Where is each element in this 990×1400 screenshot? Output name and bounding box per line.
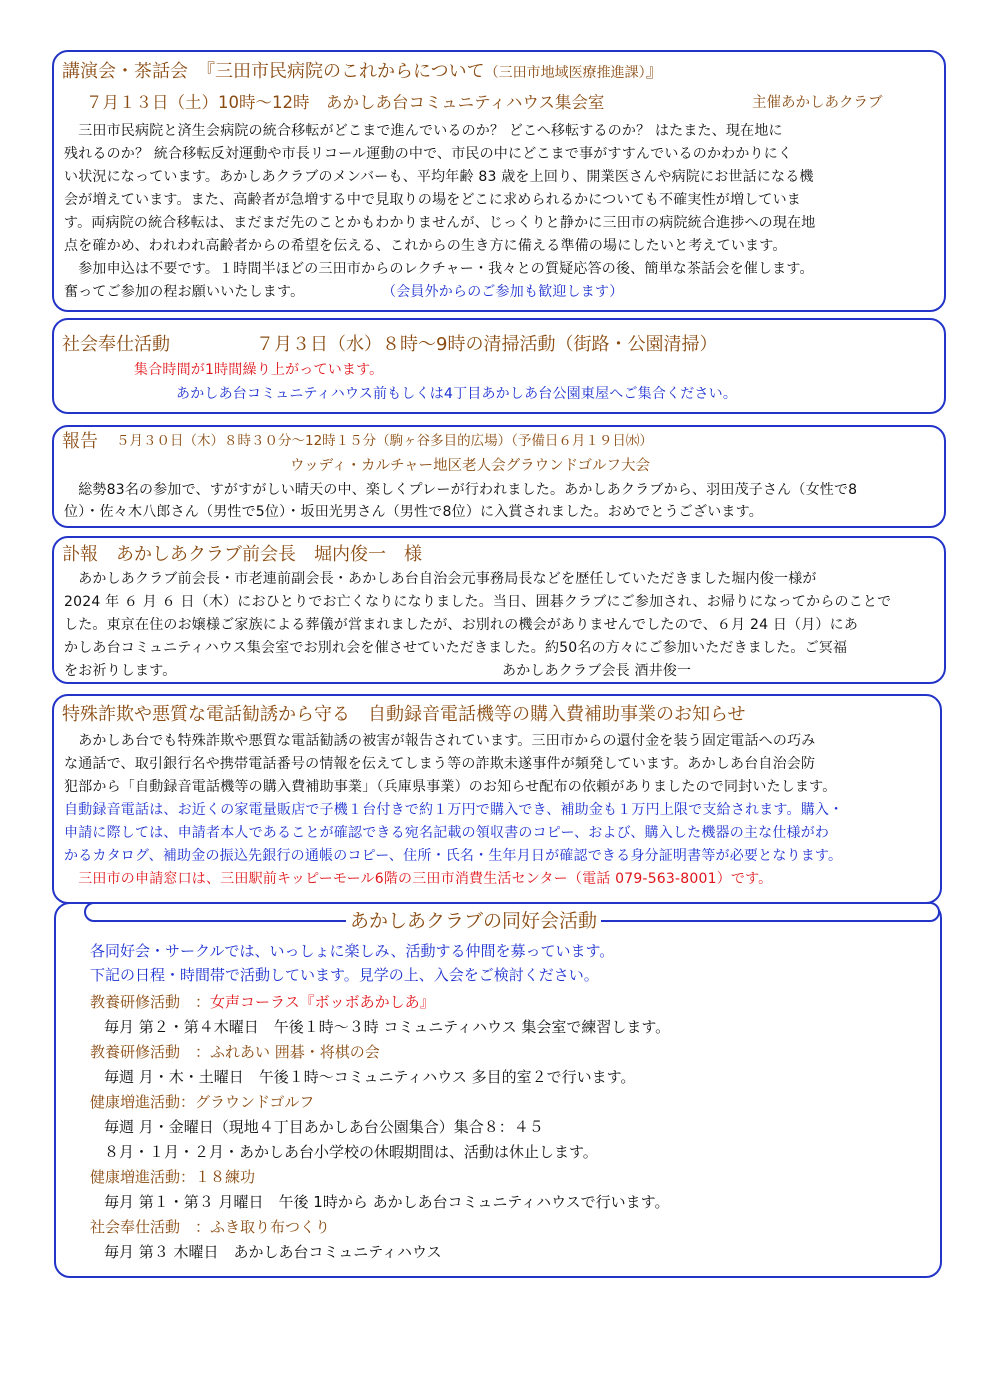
lecture-welcome-note: （会員外からのご参加も歓迎します）: [382, 284, 624, 300]
lecture-body-line: 参加申込は不要です。１時間半ほどの三田市からのレクチャー・我々との質疑応答の後、簡単な茶話会を催します。: [64, 261, 814, 277]
obituary-signature: あかしあクラブ会長 酒井俊一: [502, 663, 692, 679]
cleanup-notice: 集合時間が1時間繰り上がっています。: [134, 362, 384, 378]
report-body-line: 総勢83名の参加で、すがすがしい晴天の中、楽しくプレーが行われました。あかしあクラブから、羽田茂子さん（女性で8: [64, 482, 858, 498]
lecture-body-line: 残れるのか？ 統合移転反対運動や市長リコール運動の中で、市民の中にどこまで事がすすんでいるのかわかりにく: [64, 146, 793, 162]
obituary-title: 訃報 あかしあクラブ前会長 堀内俊一 様: [62, 544, 422, 565]
fraud-body-line: 犯部から「自動録音電話機等の購入費補助事業」（兵庫県事業）のお知らせ配布の依頼がありましたので同封いたします。: [64, 779, 837, 795]
lecture-body-line: す。両病院の統合移転は、まだまだ先のことかもわかりませんが、じっくりと静かに三田市の病院統合進捗への現在地: [64, 215, 816, 231]
obituary-body-line: した。東京在住のお嬢様ご家族による葬儀が営まれましたが、お別れの機会がありませんでしたので、６月 24 日（月）にあ: [64, 617, 859, 633]
obituary-body-line: あかしあクラブ前会長・市老連前副会長・あかしあ台自治会元事務局長などを歴任していただきました堀内俊一様が: [64, 571, 817, 587]
club-category: 教養研修活動 ：: [90, 993, 211, 1011]
report-event: ウッディ・カルチャー地区老人会グラウンドゴルフ大会: [290, 458, 651, 474]
clubs-title: あかしあクラブの同好会活動: [346, 912, 601, 931]
clubs-intro-line: 各同好会・サークルでは、いっしょに楽しみ、活動する仲間を募っています。: [90, 942, 615, 960]
club-detail: 毎週 月・木・土曜日 午後１時～コミュニティハウス 多目的室２で行います。: [104, 1068, 636, 1086]
lecture-title: 講演会・茶話会 『三田市民病院のこれからについて（三田市地域医療推進課）』: [62, 61, 664, 82]
club-name: ふき取り布つくり: [210, 1218, 331, 1236]
club-category: 健康増進活動：: [90, 1093, 196, 1111]
fraud-body-line: な通話で、取引銀行名や携帯電話番号の情報を伝えてしまう等の詐欺未遂事件が頻発しています。あかしあ台自治会防: [64, 756, 816, 772]
fraud-body-line: あかしあ台でも特殊詐欺や悪質な電話勧誘の被害が報告されています。三田市からの還付金を装う固定電話への巧み: [64, 733, 816, 749]
lecture-title-note: （三田市地域医療推進課）: [484, 65, 646, 81]
club-category: 健康増進活動：: [90, 1168, 196, 1186]
obituary-body-line: かしあ台コミュニティハウス集会室でお別れ会を催させていただきました。約50名の方々にご参加いただきました。ご冥福: [64, 640, 848, 656]
club-category: 社会奉仕活動 ：: [90, 1218, 211, 1236]
report-date: ５月３０日（木）８時３０分～12時１５分（駒ヶ谷多目的広場）（予備日６月１９日㈬）: [116, 433, 653, 449]
fraud-subsidy-line: 自動録音電話は、お近くの家電量販店で子機１台付きで約１万円で購入でき、補助金も１万円上限で支給されます。購入・: [64, 802, 844, 818]
lecture-body-last: 奮ってご参加の程お願いいたします。: [64, 284, 305, 300]
report-title: 報告: [62, 431, 98, 452]
cleanup-place: あかしあ台コミュニティハウス前もしくは4丁目あかしあ台公園東屋へご集合ください。: [176, 386, 738, 402]
club-detail: 毎月 第２・第４木曜日 午後１時～３時 コミュニティハウス 集会室で練習します。: [104, 1018, 671, 1036]
clubs-intro-line: 下記の日程・時間帯で活動しています。見学の上、入会をご検討ください。: [90, 966, 599, 984]
obituary-body-line: 2024 年 ６ 月 ６ 日（木）におひとりでお亡くなりになりました。当日、囲碁クラブにご参加され、お帰りになってからのことで: [64, 594, 892, 610]
club-detail: ８月・１月・２月・あかしあ台小学校の休暇期間は、活動は休止します。: [104, 1143, 598, 1161]
lecture-body-line: 点を確かめ、われわれ高齢者からの希望を伝える、これからの生き方に備える準備の場にしたいと考えています。: [64, 238, 787, 254]
club-detail: 毎月 第１・第３ 月曜日 午後 1時から あかしあ台コミュニティハウスで行います。: [104, 1193, 670, 1211]
report-body-line: 位）・佐々木八郎さん（男性で5位）・坂田光男さん（男性で8位）に入賞されました。おめでとうございます。: [64, 504, 763, 520]
lecture-host: 主催あかしあクラブ: [752, 95, 883, 111]
club-detail: 毎月 第３ 木曜日 あかしあ台コミュニティハウス: [104, 1243, 442, 1261]
fraud-title: 特殊詐欺や悪質な電話勧誘から守る 自動録音電話機等の購入費補助事業のお知らせ: [62, 704, 746, 725]
fraud-contact-line: 三田市の申請窓口は、三田駅前キッピーモール6階の三田市消費生活センター（電話 079-563-8001）です。: [64, 871, 773, 887]
lecture-date: ７月１３日（土）10時～12時 あかしあ台コミュニティハウス集会室: [86, 93, 605, 112]
cleanup-title: 社会奉仕活動: [62, 334, 170, 355]
cleanup-date: ７月３日（水）８時～9時の清掃活動（街路・公園清掃）: [256, 334, 718, 355]
club-heading-chorus: [90, 995, 435, 1010]
club-heading-cloth-making: [90, 1220, 330, 1235]
obituary-body-last: をお祈りします。: [64, 663, 177, 679]
club-name: グラウンドゴルフ: [195, 1093, 315, 1111]
club-name: ふれあい 囲碁・将棋の会: [210, 1043, 380, 1061]
club-heading-18-renko: [90, 1170, 255, 1185]
lecture-body-line: 三田市民病院と済生会病院の統合移転がどこまで進んでいるのか？ どこへ移転するのか？ はたまた、現在地に: [64, 123, 783, 139]
fraud-subsidy-line: かるカタログ、補助金の振込先銀行の通帳のコピー、住所・氏名・生年月日が確認できる身分証明書等が必要となります。: [64, 848, 843, 864]
club-name: １８練功: [195, 1168, 256, 1186]
club-category: 教養研修活動 ：: [90, 1043, 211, 1061]
club-heading-go-shogi: [90, 1045, 380, 1060]
lecture-body-line: 会が増えています。また、高齢者が急増する中で見取りの場をどこに求められるかについても不確実性が増していま: [64, 192, 801, 208]
club-detail: 毎週 月・金曜日（現地４丁目あかしあ台公園集合）集合８：４５: [104, 1118, 544, 1136]
club-name: 女声コーラス『ボッボあかしあ』: [210, 993, 435, 1011]
club-heading-ground-golf: [90, 1095, 314, 1110]
fraud-subsidy-line: 申請に際しては、申請者本人であることが確認できる宛名記載の領収書のコピー、および、購入した機器の主な仕様がわ: [64, 825, 830, 841]
lecture-body-line: い状況になっています。あかしあクラブのメンバーも、平均年齢 83 歳を上回り、開業医さんや病院にお世話になる機: [64, 169, 814, 185]
